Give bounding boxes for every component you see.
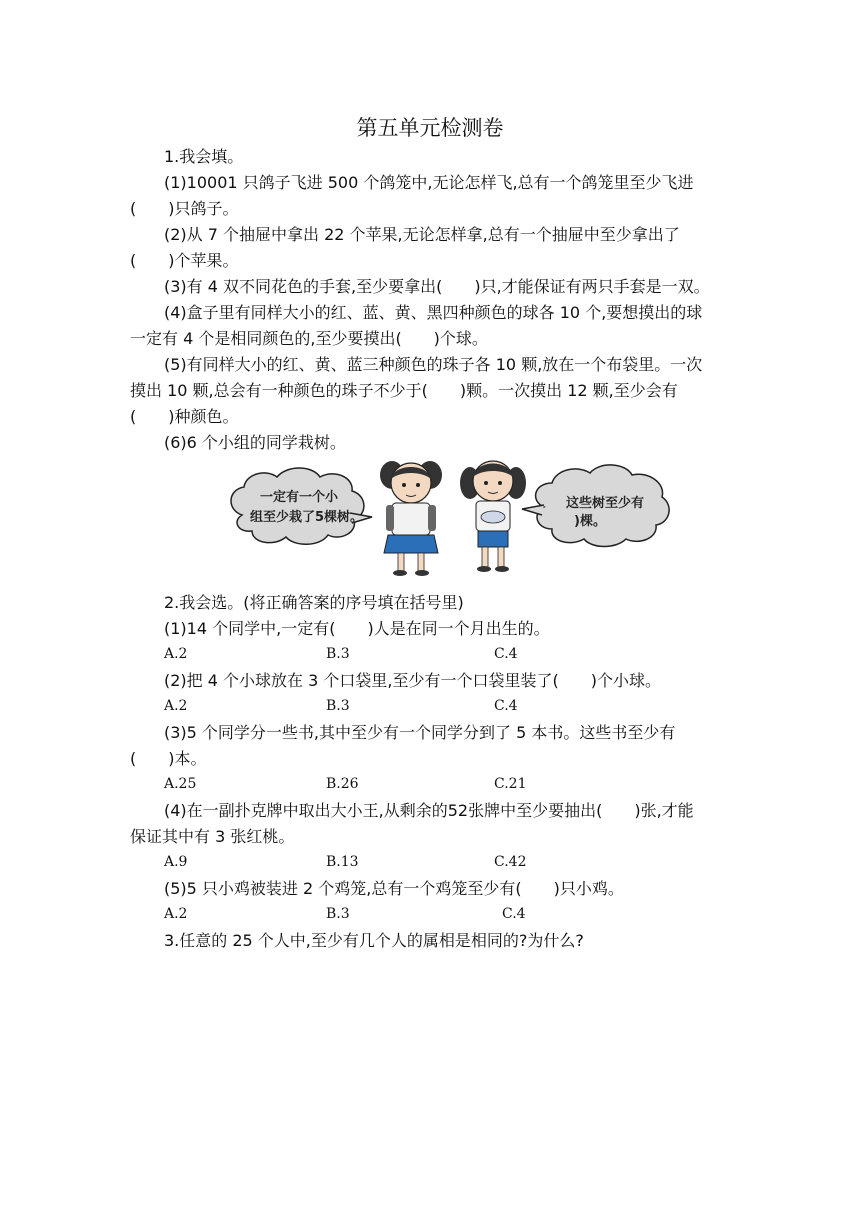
choice-q2-option-c: C.4 (494, 698, 518, 714)
choice-q3-option-a: A.25 (164, 776, 197, 792)
fill-q5-line1: (5)有同样大小的红、黄、蓝三种颜色的珠子各 10 颗,放在一个布袋里。一次 (164, 355, 703, 374)
choice-q2: (2)把 4 个小球放在 3 个口袋里,至少有一个口袋里装了( )个小球。 (164, 671, 661, 690)
choice-q5-option-c: C.4 (502, 906, 526, 922)
choice-q4-line2: 保证其中有 3 张红桃。 (130, 827, 295, 846)
bubble-right-text-1: 这些树至少有 (566, 496, 645, 511)
choice-q1-option-a: A.2 (164, 646, 188, 662)
girl-right-figure (460, 461, 526, 572)
choice-q2-option-a: A.2 (164, 698, 188, 714)
choice-q5-option-a: A.2 (164, 906, 188, 922)
left-speech-bubble (231, 468, 372, 544)
choice-q2-option-b: B.3 (326, 698, 350, 714)
fill-q6-line1: (6)6 个小组的同学栽树。 (164, 433, 346, 452)
choice-q5-option-b: B.3 (326, 906, 350, 922)
girl-left-figure (380, 461, 442, 576)
choice-q3-option-c: C.21 (494, 776, 527, 792)
fill-q1-line1: (1)10001 只鸽子飞进 500 个鸽笼中,无论怎样飞,总有一个鸽笼里至少飞进 (164, 173, 694, 192)
section3-question: 3.任意的 25 个人中,至少有几个人的属相是相同的?为什么? (164, 931, 584, 950)
page-title: 第五单元检测卷 (356, 116, 504, 140)
bubble-left-text-2: 组至少栽了5棵树。 (250, 510, 364, 525)
choice-q3-line2: ( )本。 (130, 749, 207, 768)
fill-q4-line1: (4)盒子里有同样大小的红、蓝、黄、黑四种颜色的球各 10 个,要想摸出的球 (164, 303, 703, 322)
fill-q5-line3: ( )种颜色。 (130, 407, 239, 426)
fill-q4-line2: 一定有 4 个是相同颜色的,至少要摸出( )个球。 (130, 329, 488, 348)
choice-q1-option-b: B.3 (326, 646, 350, 662)
fill-q5-line2: 摸出 10 颗,总会有一种颜色的珠子不少于( )颗。一次摸出 12 颗,至少会有 (130, 381, 678, 400)
fill-q2-line1: (2)从 7 个抽屉中拿出 22 个苹果,无论怎样拿,总有一个抽屉中至少拿出了 (164, 225, 680, 244)
choice-q4-option-c: C.42 (494, 854, 527, 870)
choice-q5: (5)5 只小鸡被装进 2 个鸡笼,总有一个鸡笼至少有( )只小鸡。 (164, 879, 624, 898)
choice-q1-option-c: C.4 (494, 646, 518, 662)
choice-q3-line1: (3)5 个同学分一些书,其中至少有一个同学分到了 5 本书。这些书至少有 (164, 723, 676, 742)
choice-q4-option-a: A.9 (164, 854, 188, 870)
fill-q3-line1: (3)有 4 双不同花色的手套,至少要拿出( )只,才能保证有两只手套是一双。 (164, 277, 710, 296)
fill-q1-line2: ( )只鸽子。 (130, 199, 239, 218)
bubble-right-text-2: )棵。 (574, 514, 606, 529)
fill-q2-line2: ( )个苹果。 (130, 251, 239, 270)
bubble-left-text-1: 一定有一个小 (260, 490, 339, 505)
choice-q4-option-b: B.13 (326, 854, 359, 870)
choice-q3-option-b: B.26 (326, 776, 359, 792)
two-girls-illustration (222, 455, 672, 580)
right-speech-bubble (522, 465, 669, 547)
choice-q4-line1: (4)在一副扑克牌中取出大小王,从剩余的52张牌中至少要抽出( )张,才能 (164, 801, 694, 820)
section1-heading: 1.我会填。 (164, 147, 244, 166)
section2-heading: 2.我会选。(将正确答案的序号填在括号里) (164, 593, 464, 612)
choice-q1: (1)14 个同学中,一定有( )人是在同一个月出生的。 (164, 619, 550, 638)
